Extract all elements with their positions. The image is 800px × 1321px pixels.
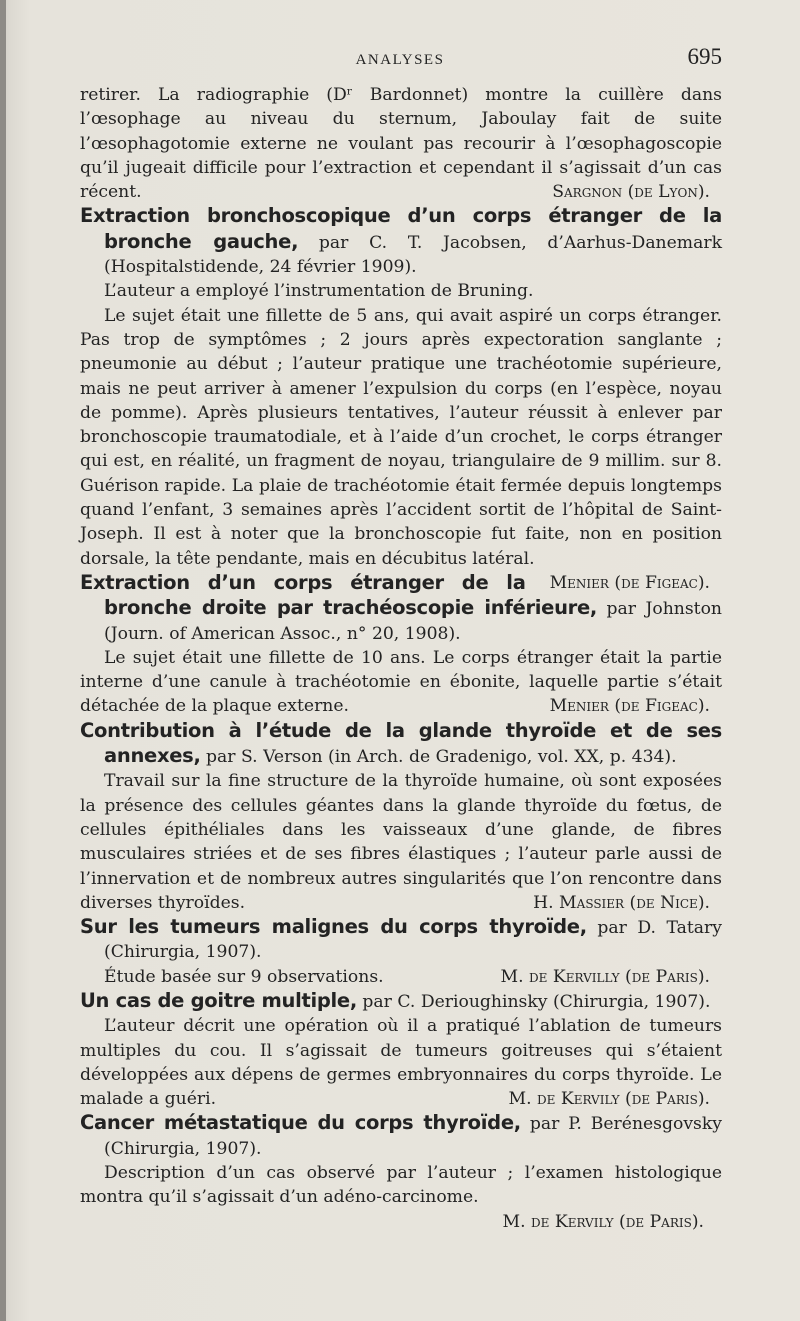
article-byline: par C. Derioughinsky (Chirurgia, 1907). xyxy=(362,991,711,1012)
article-heading xyxy=(80,1111,722,1161)
paragraph: Description d’un cas observé par l’auteur ; l’examen histologique montra qu’il s’agissait d’un adéno-carcinome. xyxy=(80,1163,722,1208)
article-heading xyxy=(80,719,722,770)
article-title: Un cas de goitre multiple, xyxy=(80,988,357,1012)
article-byline: par C. T. Jacobsen, d’Aarhus-Danemark (Hospitalstidende, 24 février 1909). xyxy=(104,232,722,278)
paragraph: Le sujet était une fillette de 10 ans. Le corps étranger était la partie interne d’une canule à trachéotomie en ébonite, laquelle partie s’était détachée de la plaque externe. Menier (de Figeac). xyxy=(80,646,722,719)
paragraph: L’auteur a employé l’instrumentation de Bruning. xyxy=(104,281,534,302)
signature: Menier (de Figeac). xyxy=(549,696,710,717)
paragraph: Le sujet était une fillette de 5 ans, qui avait aspiré un corps étranger. Pas trop de symptômes ; 2 jours après expectoration sanglante ; pneumonie au début ; l’auteur pratique une trachéotomie supérieure, mais ne peut arriver à amener l’expulsion du corps (en l’espèce, noyau de pomme). Après plusieurs tentatives, l’auteur réussit à enlever par bronchoscopie traumatodiale, et à l’aide d’un crochet, le corps étranger qui est, en réalité, un fragment de noyau, triangulaire de 9 millim. sur 8. Guérison rapide. La plaie de trachéotomie était fermée depuis longtemps quand l’enfant, 3 semaines après l’accident sortit de l’hôpital de Saint-Joseph. Il est à noter que la bronchoscopie fut faite, non en position dorsale, la tête pendante, mais en décubitus latéral. Menier (de Figeac). xyxy=(80,304,722,571)
signature: M. de Kervilly (de Paris). xyxy=(500,966,710,987)
running-head: ANALYSES xyxy=(355,52,445,68)
paragraph-continuation: retirer. La radiographie (Dʳ Bardonnet) montre la cuillère dans l’œsophage au niveau du sternum, Jaboulay fait de suite l’œsophagotomie externe ne voulant pas recourir à l’œsophagoscopie qu’il jugeait difficile pour l’extraction et cependant il s’agissait d’un cas récent. Sargnon (de Lyon). xyxy=(80,83,722,204)
page-number: 695 xyxy=(687,44,722,69)
article-title: Cancer métastatique du corps thyroïde, xyxy=(80,1111,521,1135)
article-heading xyxy=(80,915,722,965)
article-title: Extraction d’un corps étranger de la bronche droite par trachéoscopie inférieure, xyxy=(80,570,598,620)
article-heading xyxy=(80,989,722,1014)
paragraph: L’auteur décrit une opération où il a pratiqué l’ablation de tumeurs multiples du cou. Il s’agissait de tumeurs goitreuses qui s’étaient développées aux dépens de germes embryonnaires du corps thyroïde. Le malade a guéri. M. de Kervily (de Paris). xyxy=(80,1014,722,1111)
article-title: Contribution à l’étude de la glande thyroïde et de ses annexes, xyxy=(80,718,722,768)
paragraph: Étude basée sur 9 observations. M. de Kervilly (de Paris). xyxy=(80,965,722,989)
signature: M. de Kervily (de Paris). xyxy=(502,1211,704,1232)
signature: Menier (de Figeac). xyxy=(549,572,710,593)
page-body xyxy=(80,83,722,1234)
signature: M. de Kervily (de Paris). xyxy=(508,1089,710,1110)
article-byline: par S. Verson (in Arch. de Gradenigo, vol. XX, p. 434). xyxy=(206,747,677,768)
paragraph: Travail sur la fine structure de la thyroïde humaine, où sont exposées la présence des cellules géantes dans la glande thyroïde du fœtus, de cellules épithéliales dans les vaisseaux d’une glande, de fibres musculaires striées et de ses fibres élastiques ; l’auteur parle aussi de l’innervation et de nombreux autres singularités que l’on rencontre dans diverses thyroïdes. H. Massier (de Nice). xyxy=(80,769,722,915)
article-byline: par P. Berénesgovsky (Chirurgia, 1907). xyxy=(104,1114,723,1159)
signature: H. Massier (de Nice). xyxy=(533,892,710,913)
book-spine-edge xyxy=(0,0,6,1321)
signature: Sargnon (de Lyon). xyxy=(552,182,710,203)
article-title: Extraction bronchoscopique d’un corps étranger de la bronche gauche, xyxy=(80,204,722,253)
signature-line xyxy=(80,1210,722,1234)
article-byline: par D. Tatary (Chirurgia, 1907). xyxy=(104,918,722,963)
article-byline: par Johnston (Journ. of American Assoc., n° 20, 1908). xyxy=(104,599,722,644)
article-heading xyxy=(80,204,722,279)
article-title: Sur les tumeurs malignes du corps thyroïde, xyxy=(80,915,587,939)
page-header xyxy=(80,44,720,74)
